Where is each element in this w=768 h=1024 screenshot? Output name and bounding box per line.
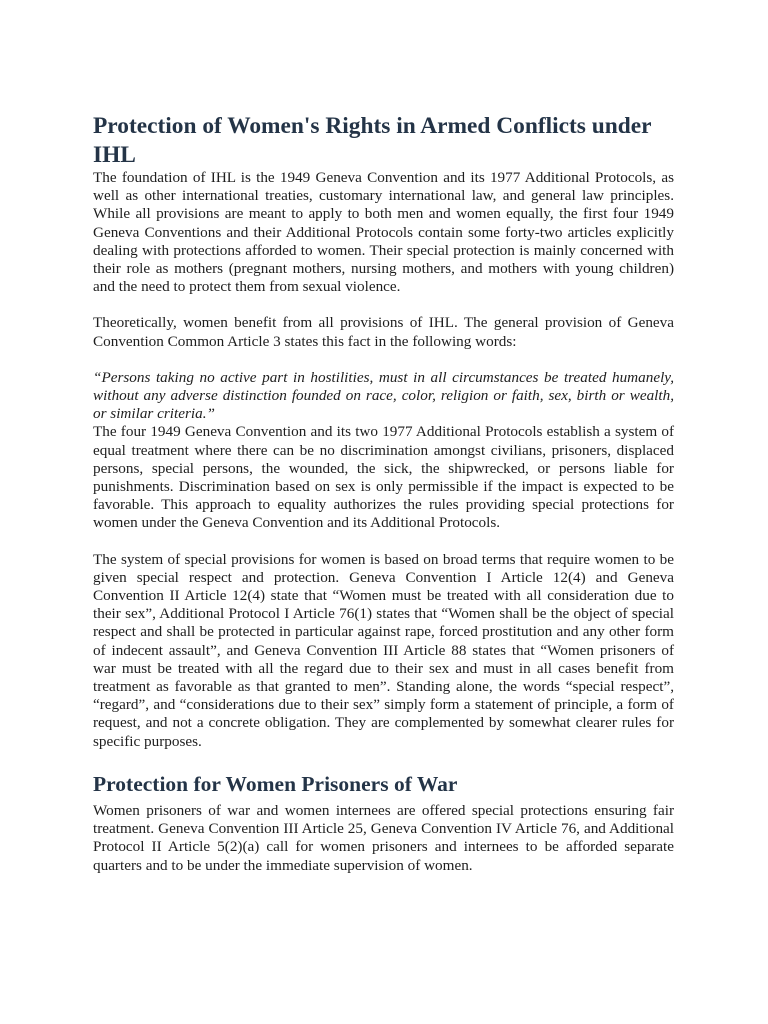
document-title: Protection of Women's Rights in Armed Conflicts under IHL xyxy=(93,113,652,168)
prisoners-of-war-paragraph: Women prisoners of war and women internees are offered special protections ensuring fair treatment. Geneva Convention III Article 25, Geneva Convention IV Article 76, and Additional Protocol II Article 5(2)(a) call for women prisoners and internees to be afforded separate quarters and to be under the immediate supervision of women. xyxy=(93,801,674,874)
special-provisions-paragraph: The system of special provisions for women is based on broad terms that require women to be given special respect and protection. Geneva Convention I Article 12(4) and Geneva Convention II Article 12(4) state that “Women must be treated with all consideration due to their sex”, Additional Protocol I Article 76(1) states that “Women shall be the object of special respect and shall be protected in particular against rape, forced prostitution and any other form of indecent assault”, and Geneva Convention III Article 88 states that “Women prisoners of war must be treated with all the regard due to their sex and must in all cases benefit from treatment as favorable as that granted to men”. Standing alone, the words “special respect”, “regard”, and “considerations due to their sex” simply form a statement of principle, a form of request, and not a concrete obligation. They are complemented by somewhat clearer rules for specific purposes. xyxy=(93,550,674,750)
equal-treatment-paragraph: The four 1949 Geneva Convention and its two 1977 Additional Protocols establish a system of equal treatment where there can be no discrimination amongst civilians, prisoners, displaced persons, special persons, the wounded, the sick, the shipwrecked, or persons liable for punishments. Discrimination based on sex is only permissible if the impact is expected to be favorable. This approach to equality authorizes the rules providing special protections for women under the Geneva Convention and its Additional Protocols. xyxy=(93,423,674,532)
common-article-paragraph: Theoretically, women benefit from all provisions of IHL. The general provision of Geneva Convention Common Article 3 states this fact in the following words: xyxy=(93,314,674,350)
document-page xyxy=(93,112,674,875)
intro-paragraph: The foundation of IHL is the 1949 Geneva Convention and its 1977 Additional Protocols, as well as other international treaties, customary international law, and general law principles. While all provisions are meant to apply to both men and women equally, the first four 1949 Geneva Conventions and their Additional Protocols contain some forty-two articles explicitly dealing with protections afforded to women. Their special protection is mainly concerned with their role as mothers (pregnant mothers, nursing mothers, and mothers with young children) and the need to protect them from sexual violence. xyxy=(93,169,674,296)
article-3-quote: “Persons taking no active part in hostilities, must in all circumstances be treated humanely, without any adverse distinction founded on race, color, religion or faith, sex, birth or wealth, or similar criteria.” xyxy=(93,368,674,423)
section-heading-prisoners-of-war: Protection for Women Prisoners of War xyxy=(93,771,458,796)
